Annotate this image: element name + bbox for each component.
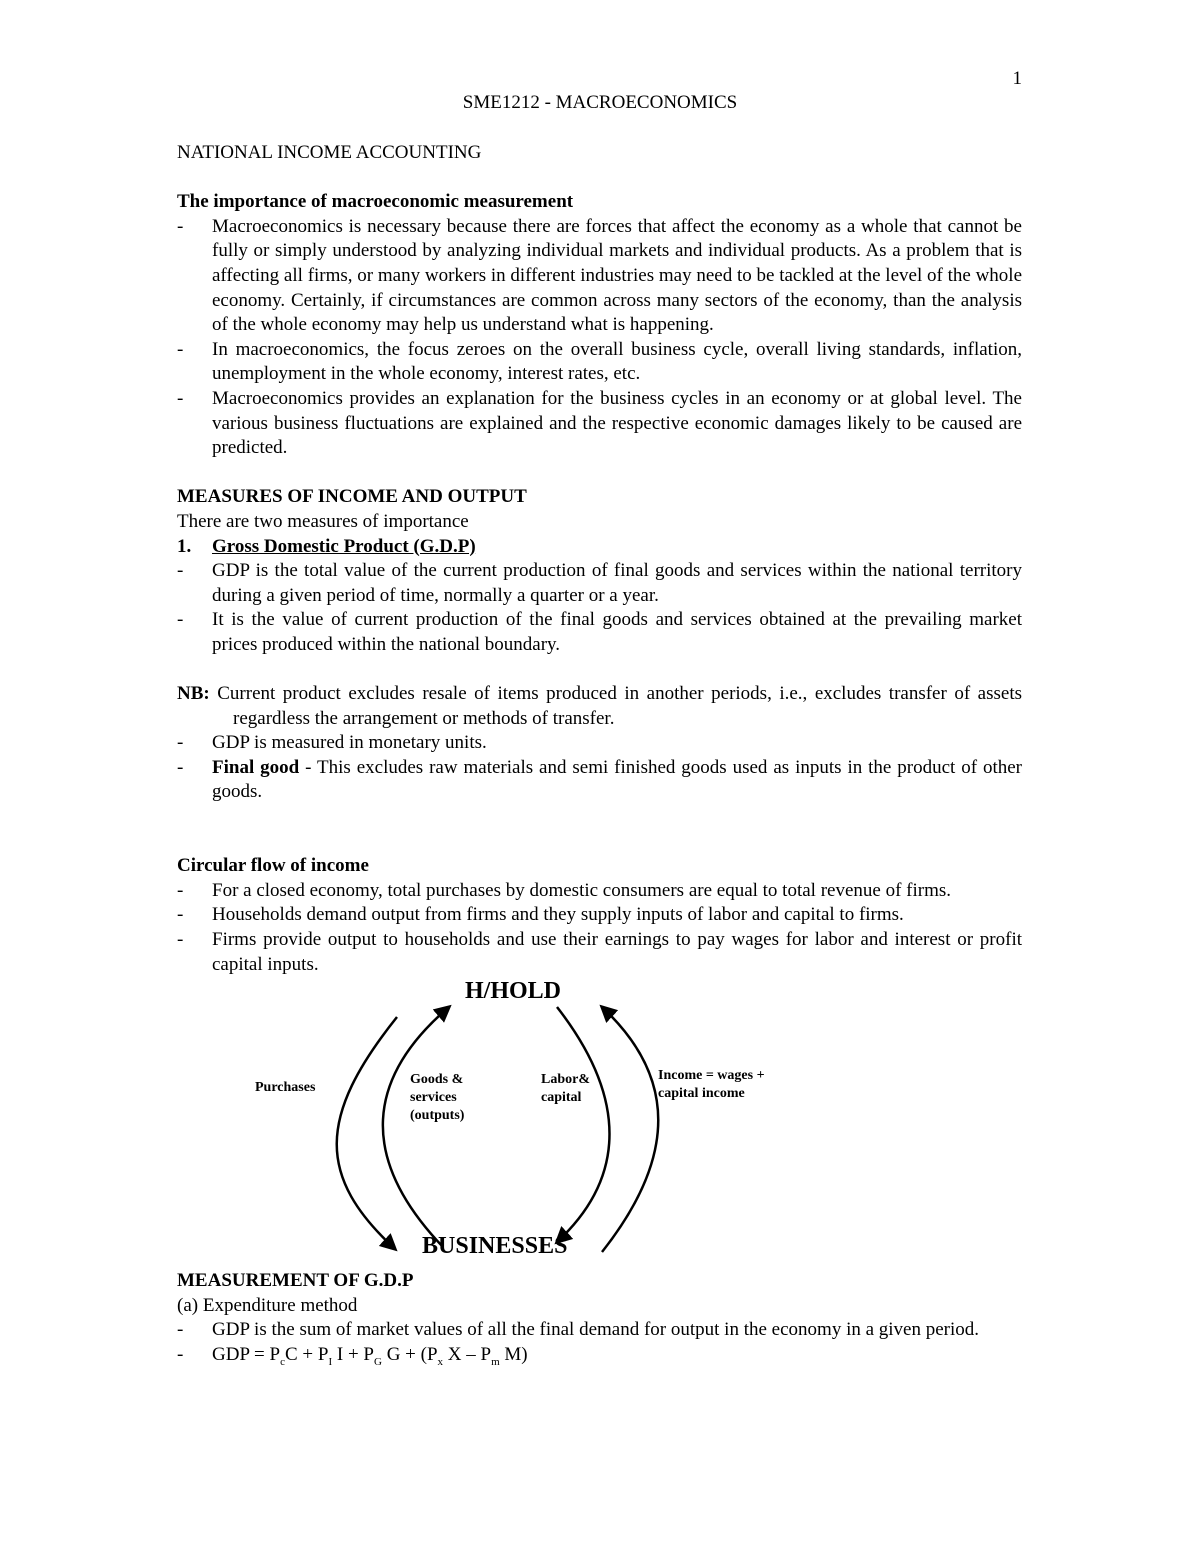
goods-arrow: [383, 1007, 449, 1247]
goods-label-line: (outputs): [410, 1108, 465, 1124]
circular-flow-heading: Circular flow of income: [177, 855, 369, 877]
nb-text: Current product excludes resale of items produced in another periods, i.e., excludes transfer of assets regardless the arrangement or methods of transfer.: [209, 683, 1022, 729]
measures-intro: There are two measures of importance: [177, 510, 469, 532]
businesses-label: BUSINESSES: [422, 1233, 568, 1260]
document-title: SME1212 - MACROECONOMICS: [462, 92, 738, 113]
list-item: - GDP is the sum of market values of all the final demand for output in the economy in a given period.: [177, 1318, 1022, 1343]
list-item: - Households demand output from firms and they supply inputs of labor and capital to firms.: [177, 903, 1022, 928]
formula-sub: I: [328, 1355, 333, 1368]
list-item: - Macroeconomics is necessary because there are forces that affect the economy as a whole that cannot be fully or simply understood by analyzing individual markets and individual products. As a problem that is affecting all firms, or many workers in different industries may need to be tackled at the level of the whole economy. Certainly, if circumstances are common across many sectors of the economy, than the analysis of the whole economy may help us understand what is happening.: [177, 215, 1022, 338]
list-item: - It is the value of current production of the final goods and services obtained at the prevailing market prices produced within the national boundary.: [177, 608, 1022, 657]
formula-sub: G: [373, 1355, 382, 1368]
list-item: - In macroeconomics, the focus zeroes on the overall business cycle, overall living standards, inflation, unemployment in the whole economy, interest rates, etc.: [177, 338, 1022, 387]
income-label-line: Income = wages +: [658, 1068, 765, 1084]
income-label: [658, 1067, 765, 1103]
goods-label-line: services: [410, 1090, 457, 1106]
formula-part: G + (P: [381, 1343, 438, 1365]
labor-label-line: capital: [541, 1090, 582, 1106]
measurement-heading: MEASUREMENT OF G.D.P: [177, 1270, 414, 1292]
document-body: [177, 141, 1022, 1374]
importance-heading: The importance of macroeconomic measurement: [177, 191, 574, 213]
goods-label-line: Goods &: [410, 1072, 464, 1088]
formula-sub: c: [280, 1355, 285, 1368]
purchases-label: Purchases: [255, 1080, 316, 1096]
list-item: - Macroeconomics provides an explanation for the business cycles in an economy or at global level. The various business fluctuations are explained and the respective economic damages likely to be caused are predicted.: [177, 387, 1022, 461]
labor-capital-label: [541, 1071, 590, 1107]
formula-sub: x: [437, 1355, 444, 1368]
measures-heading: MEASURES OF INCOME AND OUTPUT: [177, 486, 527, 508]
list-item: - GDP is the total value of the current production of final goods and services within the national territory during a given period of time, normally a quarter or a year.: [177, 559, 1022, 608]
gdp-title: Gross Domestic Product (G.D.P): [212, 535, 476, 557]
list-item: - For a closed economy, total purchases by domestic consumers are equal to total revenue of firms.: [177, 879, 1022, 904]
list-item-final-good: [177, 756, 1022, 805]
final-good-text: - This excludes raw materials and semi finished goods used as inputs in the product of other goods.: [212, 756, 1022, 803]
final-good-label: Final good: [212, 756, 300, 778]
page-number: 1: [1012, 68, 1022, 89]
list-item: - Firms provide output to households and use their earnings to pay wages for labor and interest or profit capital inputs.: [177, 928, 1022, 977]
labor-arrow: [557, 1007, 610, 1242]
formula-part: C + P: [284, 1343, 329, 1365]
labor-label-line: Labor&: [541, 1072, 590, 1088]
section-heading-nia: NATIONAL INCOME ACCOUNTING: [177, 142, 482, 163]
hhold-label: H/HOLD: [465, 978, 562, 1005]
income-label-line: capital income: [658, 1086, 745, 1102]
formula-part: M): [499, 1343, 528, 1365]
expenditure-method: (a) Expenditure method: [177, 1294, 358, 1316]
goods-label: [410, 1071, 464, 1125]
formula-part: GDP = P: [212, 1343, 281, 1365]
nb-label: NB:: [177, 683, 210, 705]
formula-part: X – P: [443, 1343, 492, 1365]
flow-arrows: [177, 977, 1022, 1269]
nb-note: [177, 682, 1022, 731]
formula-sub: m: [491, 1355, 500, 1368]
formula-part: I + P: [332, 1343, 374, 1365]
circular-flow-diagram: [177, 977, 1022, 1269]
item-number: 1.: [177, 535, 192, 557]
list-item: - GDP is measured in monetary units.: [177, 731, 1022, 756]
gdp-numbered-item: [177, 535, 1022, 560]
purchases-arrow: [337, 1017, 397, 1249]
gdp-formula: [177, 1343, 1022, 1374]
